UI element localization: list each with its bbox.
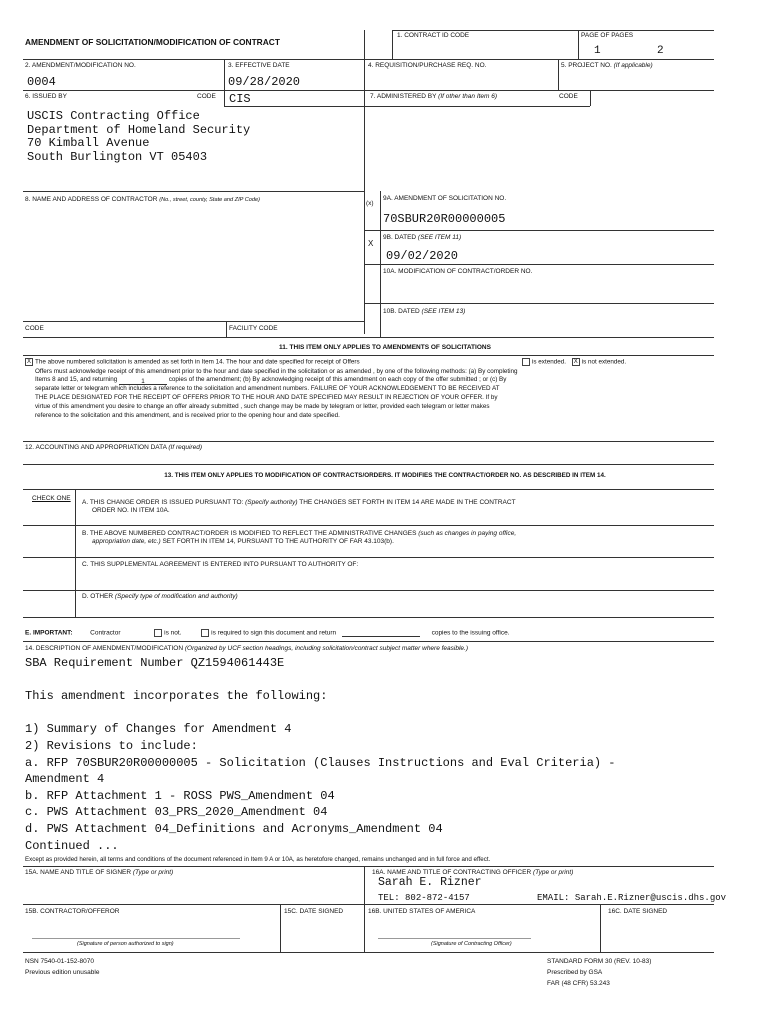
page-number: 1 xyxy=(594,45,601,57)
item-9b-value: 09/02/2020 xyxy=(386,249,459,263)
item-10b-label: 10B. DATED (SEE ITEM 13) xyxy=(383,308,466,315)
item-13-heading: 13. THIS ITEM ONLY APPLIES TO MODIFICATION OF CONTRACTS/ORDERS. IT MODIFIES THE CONTRACT/ORDER NO. AS DESCRIBED IN ITEM 14. xyxy=(164,472,606,479)
item-15a-label: 15A. NAME AND TITLE OF SIGNER (Type or print) xyxy=(25,869,174,876)
item-16a-label: 16A. NAME AND TITLE OF CONTRACTING OFFICER (Type or print) xyxy=(372,869,574,876)
option-a-text: A. THIS CHANGE ORDER IS ISSUED PURSUANT TO: (Specify authority) THE CHANGES SET FORTH IN ITEM 14 ARE MADE IN THE CONTRACT ORDER NO. IN ITEM 10A. xyxy=(82,499,516,514)
issued-by-code-label: CODE xyxy=(197,93,216,100)
total-pages: 2 xyxy=(657,45,664,57)
item-15b-label: 15B. CONTRACTOR/OFFEROR xyxy=(25,908,120,915)
important-row: E. IMPORTANT: Contractor is not. is required to sign this document and return copies to the issuing office. xyxy=(25,629,510,637)
item-15c-label: 15C. DATE SIGNED xyxy=(284,908,344,915)
address-line: South Burlington VT 05403 xyxy=(27,149,208,164)
description-line xyxy=(25,705,616,722)
requisition-no-label: 4. REQUISITION/PURCHASE REQ. NO. xyxy=(368,62,487,69)
description-line xyxy=(25,672,616,689)
item-12-label: 12. ACCOUNTING AND APPROPRIATION DATA (If required) xyxy=(25,444,202,451)
check-one-label: CHECK ONE xyxy=(32,495,71,502)
amendment-description xyxy=(25,655,616,854)
officer-signature-caption: (Signature of Contracting Officer) xyxy=(431,941,512,947)
effective-date-value: 09/28/2020 xyxy=(228,75,301,89)
officer-phone: TEL: 802-872-4157 xyxy=(378,893,470,903)
extension-options: is extended. X is not extended. xyxy=(522,358,626,368)
form-id-left: NSN 7540-01-152-8070 Previous edition unusable xyxy=(25,958,100,976)
description-line: Continued ... xyxy=(25,838,119,853)
terms-statement: Except as provided herein, all terms and conditions of the document referenced in Item 9 A or 10A, as heretofore changed, remains unchanged and in full force and effect. xyxy=(25,856,491,863)
item-16b-label: 16B. UNITED STATES OF AMERICA xyxy=(368,908,476,915)
is-not-checkbox[interactable] xyxy=(154,629,162,637)
description-line: SBA Requirement Number QZ1594061443E xyxy=(25,656,285,670)
item-9a-label: 9A. AMENDMENT OF SOLICITATION NO. xyxy=(383,195,507,202)
contracting-officer-name: Sarah E. Rizner xyxy=(378,876,482,889)
item-11-text: X The above numbered solicitation is amended as set forth in Item 14. The hour and date specified for receipt of Offers Offers must acknowledge receipt of this amendment prior to the hour and date specified in the solicitation or as amended , by one of the following methods: (a) By completing Items 8 and 15, and returning 1 copies of the amendment; (b) By acknowledging receipt of this amendment on each copy of the offer submitted ; or (c) By separate letter or telegram which includes a reference to the solicitation and amendment numbers. FAILURE OF YOUR ACKNOWLEDGEMENT TO BE RECEIVED AT THE PLACE DESIGNATED FOR THE RECEIPT OF OFFERS PRIOR TO THE HOUR AND DATE SPECIFIED MAY RESULT IN REJECTION OF YOUR OFFER. If by virtue of this amendment you desire to change an offer already submitted , such change may be made by telegram or letter, provided each telegram or letter makes reference to the solicitation and this amendment, and is received prior to the opening hour and date specified. xyxy=(26,358,518,420)
address-line: USCIS Contracting Office xyxy=(27,109,200,123)
description-line: 2) Revisions to include: xyxy=(25,738,198,753)
item-9a-value: 70SBUR20R00000005 xyxy=(383,212,506,226)
description-line: a. RFP 70SBUR20R00000005 - Solicitation (Clauses Instructions and Eval Criteria) - xyxy=(25,755,616,770)
option-b-text: B. THE ABOVE NUMBERED CONTRACT/ORDER IS MODIFIED TO REFLECT THE ADMINISTRATIVE CHANGES (such as changes in paying office, appropriation date, etc.) SET FORTH IN ITEM 14, PURSUANT TO THE AUTHORITY OF FAR 43.103(b). xyxy=(82,530,517,545)
project-no-label: 5. PROJECT NO. (If applicable) xyxy=(561,62,653,69)
effective-date-label: 3. EFFECTIVE DATE xyxy=(228,62,290,69)
copies-field[interactable]: 1 xyxy=(119,378,167,385)
amendment-no-label: 2. AMENDMENT/MODIFICATION NO. xyxy=(25,62,136,69)
administered-by-code-label: CODE xyxy=(559,93,578,100)
page-of-pages-label: PAGE OF PAGES xyxy=(581,32,634,39)
item-9b-label: 9B. DATED (SEE ITEM 11) xyxy=(383,234,462,241)
is-required-checkbox[interactable] xyxy=(201,629,209,637)
description-line: c. PWS Attachment 03_PRS_2020_Amendment 04 xyxy=(25,805,328,820)
item-16c-label: 16C. DATE SIGNED xyxy=(608,908,668,915)
is-extended-checkbox[interactable] xyxy=(522,358,530,366)
contractor-label: 8. NAME AND ADDRESS OF CONTRACTOR (No., street, county, State and ZIP Code) xyxy=(25,196,260,203)
officer-email: EMAIL: Sarah.E.Rizner@uscis.dhs.gov xyxy=(537,893,727,903)
administered-by-label: 7. ADMINISTERED BY (If other than Item 6) xyxy=(370,93,498,100)
item-11-heading: 11. THIS ITEM ONLY APPLIES TO AMENDMENTS OF SOLICITATIONS xyxy=(279,344,491,351)
description-line: b. RFP Attachment 1 - ROSS PWS_Amendment 04 xyxy=(25,788,335,803)
option-d-text: D. OTHER (Specify type of modification and authority) xyxy=(82,593,238,600)
form-id-right: STANDARD FORM 30 (REV. 10-83) Prescribed by GSA FAR (48 CFR) 53.243 xyxy=(547,958,652,987)
amended-checkbox[interactable]: X xyxy=(26,359,31,365)
address-line: 70 Kimball Avenue xyxy=(27,136,150,150)
is-not-extended-checkbox[interactable]: X xyxy=(573,359,578,365)
description-line: Amendment 4 xyxy=(25,772,105,787)
description-line: 1) Summary of Changes for Amendment 4 xyxy=(25,722,292,737)
item-9-check: X xyxy=(368,239,374,248)
description-line: This amendment incorporates the following: xyxy=(25,689,328,704)
issuing-office-address xyxy=(27,110,250,164)
item-14-label: 14. DESCRIPTION OF AMENDMENT/MODIFICATION (Organized by UCF section headings, including solicitation/contract subject matter where feasible.) xyxy=(25,645,469,652)
contractor-signature-caption: (Signature of person authorized to sign) xyxy=(77,941,174,947)
amendment-no-value: 0004 xyxy=(27,75,56,89)
address-line: Department of Homeland Security xyxy=(27,122,251,137)
x-column-label: (x) xyxy=(366,200,374,207)
facility-code-label: FACILITY CODE xyxy=(229,325,278,332)
copies-return-field[interactable] xyxy=(342,630,420,637)
contractor-code-label: CODE xyxy=(25,325,44,332)
item-10a-label: 10A. MODIFICATION OF CONTRACT/ORDER NO. xyxy=(383,268,533,275)
description-line: d. PWS Attachment 04_Definitions and Acronyms_Amendment 04 xyxy=(25,821,443,836)
issued-by-code-value: CIS xyxy=(229,92,251,106)
option-c-text: C. THIS SUPPLEMENTAL AGREEMENT IS ENTERED INTO PURSUANT TO AUTHORITY OF: xyxy=(82,561,359,568)
form-title: AMENDMENT OF SOLICITATION/MODIFICATION OF CONTRACT xyxy=(25,37,280,47)
issued-by-label: 6. ISSUED BY xyxy=(25,93,67,100)
contract-id-label: 1. CONTRACT ID CODE xyxy=(397,32,470,39)
